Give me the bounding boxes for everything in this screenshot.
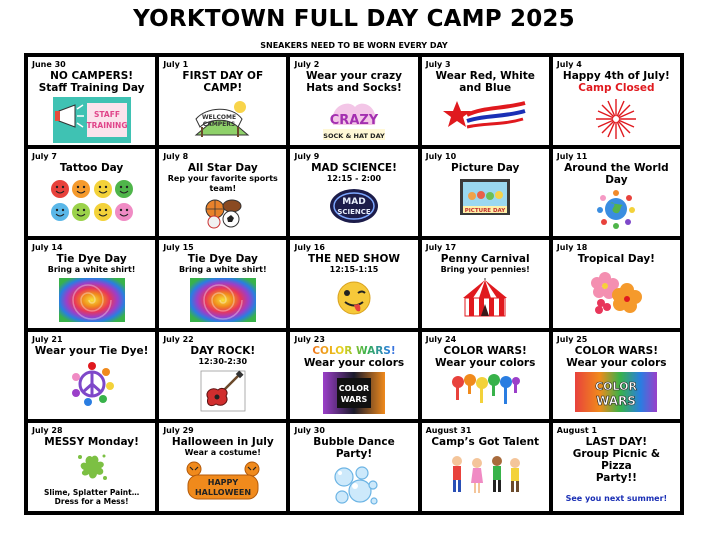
day-line: Day [605,173,628,186]
day-date: July 2 [294,60,320,69]
day-line: Wear your colors [303,356,405,369]
day-cell-july-16 [288,238,419,330]
silly-face-icon [294,278,413,318]
staff-training-icon [32,97,151,143]
day-cell-july-1 [157,55,288,147]
day-date: July 9 [294,151,320,161]
day-subline: Rep your favorite sports team! [167,173,278,193]
day-subline: Wear a costume! [184,448,261,458]
day-date: July 11 [556,151,588,161]
paint-drips-icon [426,372,545,408]
day-date: July 23 [294,334,325,344]
day-note: Slime, Splatter Paint… Dress for a Mess! [43,487,140,506]
day-cell-july-29 [157,421,288,513]
day-subline: Bring your pennies! [440,265,530,275]
day-line: Wear your colors [566,356,667,369]
day-cell-july-21 [26,330,157,422]
day-cell-june-30 [26,55,157,147]
day-date: July 17 [425,243,457,253]
fireworks-icon [557,97,676,141]
bubbles-icon [294,463,413,509]
svg-text:WELCOME: WELCOME [201,114,236,121]
circus-tent-icon [426,278,545,318]
day-line: NO CAMPERS! [50,70,134,82]
farewell-note: See you next summer! [565,494,668,504]
day-line: Happy 4th of July! [562,70,670,82]
day-cell-july-24 [420,330,551,422]
day-cell-july-15 [157,238,288,330]
day-cell-july-9 [288,147,419,239]
day-line: Penny Carnival [440,253,530,266]
day-date: June 30 [32,60,66,69]
day-subline: Bring a white shirt! [178,265,267,275]
day-line: Bubble Dance Party! [313,436,395,461]
welcome-camp-icon [163,97,282,141]
day-line: Around the World [564,161,669,174]
day-cell-july-8 [157,147,288,239]
day-line: Wear your Tie Dye! [34,344,149,357]
svg-text:SOCK & HAT DAY: SOCK & HAT DAY [323,132,385,140]
day-cell-july-2 [288,55,419,147]
day-cell-july-25 [551,330,682,422]
day-date: July 10 [425,151,457,161]
day-line: Group Picnic & Pizza [572,448,661,473]
day-cell-july-14 [26,238,157,330]
day-date: July 25 [556,334,588,344]
splat-icon [32,451,151,483]
color-wars-banner-icon [557,372,676,412]
day-cell-july-30 [288,421,419,513]
day-line: Tie Dye Day [187,253,258,266]
day-line: and Blue [459,82,512,94]
day-date: July 24 [425,334,457,344]
day-date: July 8 [163,151,189,161]
day-cell-july-28 [26,421,157,513]
color-wars-icon [294,372,413,414]
day-line: Picture Day [451,161,520,174]
day-cell-august-1 [551,421,682,513]
day-line: Hats and Socks! [306,82,402,94]
day-line: Wear your colors [435,356,536,369]
day-line: CAMP! [203,82,243,94]
day-line: MAD SCIENCE! [311,161,397,174]
day-date: July 7 [32,151,57,161]
svg-text:STAFF: STAFF [93,110,120,119]
day-line: Tropical Day! [577,253,655,266]
day-date: August 31 [425,426,472,436]
guitar-icon [163,370,282,412]
day-cell-july-23 [288,330,419,422]
sports-balls-icon [163,197,282,229]
day-line: COLOR WARS! [574,344,659,357]
day-date: July 1 [163,60,189,69]
day-cell-july-22 [157,330,288,422]
crazy-sock-hat-icon [294,97,413,143]
day-date: July 15 [163,243,194,253]
day-cell-july-17 [420,238,551,330]
page-title: YORKTOWN FULL DAY CAMP 2025 [133,6,575,32]
day-date: August 1 [556,426,598,436]
patriotic-star-icon [426,97,545,137]
day-date: July 14 [32,243,63,253]
day-line: MESSY Monday! [44,436,139,449]
svg-text:COLOR: COLOR [338,383,370,393]
day-line: COLOR WARS! [443,344,527,357]
svg-text:CRAZY: CRAZY [329,113,379,128]
color-wars-heading: COLOR WARS! [294,345,413,357]
day-subline: 12:15-1:15 [329,265,379,275]
day-line: Staff Training Day [38,82,145,94]
day-line: All Star Day [187,161,258,174]
day-cell-july-10 [420,147,551,239]
day-date: July 4 [556,60,582,69]
calendar-grid [24,53,684,515]
smiley-faces-icon [32,177,151,225]
day-date: July 21 [32,334,63,344]
svg-text:CAMPERS: CAMPERS [202,121,236,128]
day-cell-july-3 [420,55,551,147]
day-date: July 22 [163,334,194,344]
day-line: Tie Dye Day [56,253,127,266]
day-date: July 29 [163,426,194,436]
day-cell-july-11 [551,147,682,239]
day-date: July 18 [556,243,588,253]
day-cell-july-18 [551,238,682,330]
svg-text:COLOR: COLOR [595,379,638,393]
day-line: THE NED SHOW [308,253,400,266]
page-subtitle: SNEAKERS NEED TO BE WORN EVERY DAY [260,41,448,50]
closed-label: Camp Closed [578,82,655,94]
peace-sign-icon [32,360,151,408]
day-cell-august-31 [420,421,551,513]
day-line: Wear your crazy [305,70,403,82]
kids-talent-icon [426,451,545,501]
svg-text:WARS: WARS [340,394,368,404]
globe-kids-icon [557,189,676,229]
day-date: July 3 [425,60,451,69]
day-date: July 28 [32,426,63,436]
day-date: July 30 [294,426,325,436]
day-line: FIRST DAY OF [182,70,264,82]
day-line: LAST DAY! [585,436,648,449]
svg-text:SCIENCE: SCIENCE [337,207,371,216]
tie-dye-icon [32,278,151,322]
day-subline: 12:30-2:30 [198,356,248,366]
hibiscus-icon [557,268,676,314]
svg-text:TRAINING: TRAINING [86,121,128,130]
day-cell-july-4 [551,55,682,147]
tie-dye-icon [163,278,282,322]
svg-text:MAD: MAD [342,196,366,207]
svg-text:HAPPY: HAPPY [207,478,238,488]
svg-text:PICTURE DAY: PICTURE DAY [464,207,506,214]
day-cell-july-7 [26,147,157,239]
day-line: Tattoo Day [59,161,124,174]
day-subline: 12:15 - 2:00 [326,173,382,183]
day-line: Party!! [595,472,637,485]
mad-science-icon [294,187,413,225]
day-line: DAY ROCK! [190,344,256,357]
day-line: Halloween in July [171,436,274,449]
day-date: July 16 [294,243,325,253]
svg-text:HALLOWEEN: HALLOWEEN [194,488,251,498]
day-line: Camp’s Got Talent [431,436,540,449]
day-subline: Bring a white shirt! [47,265,136,275]
picture-day-icon [426,177,545,217]
day-line: Wear Red, White [435,70,535,82]
svg-text:WARS: WARS [596,393,637,408]
halloween-icon [163,461,282,501]
